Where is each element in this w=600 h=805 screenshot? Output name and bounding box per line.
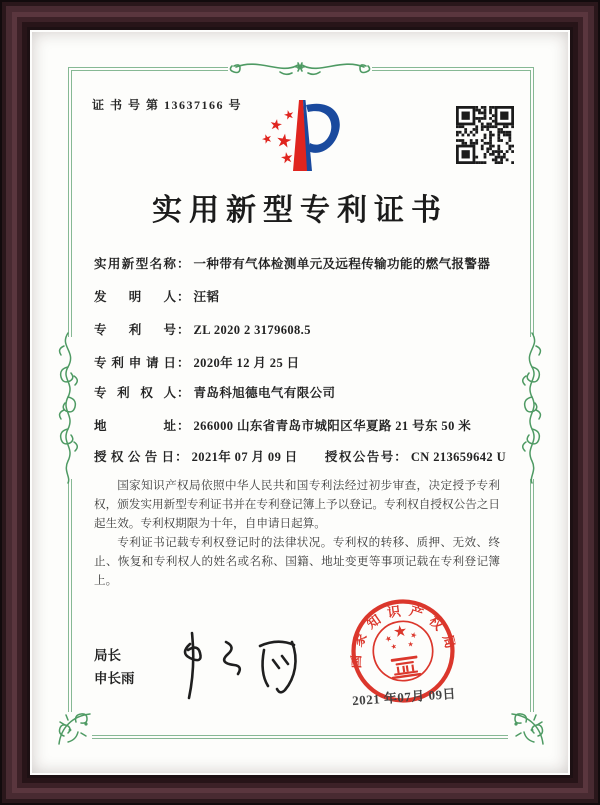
legal-paragraph-2: 专利证书记载专利权登记时的法律状况。专利权的转移、质押、无效、终止、恢复和专利权人的姓名或名称、国籍、地址变更等事项记载在专利登记簿上。 bbox=[94, 536, 500, 587]
commissioner-title: 局长 bbox=[94, 648, 121, 663]
field-label: 专利号 bbox=[94, 323, 176, 337]
grant-date-label: 授权公告日 bbox=[94, 450, 175, 464]
logo-p-bowl bbox=[306, 104, 340, 153]
bottom-right-corner-ornament bbox=[508, 710, 546, 748]
certificate-number: 证 书 号 第 13637166 号 bbox=[92, 98, 243, 112]
grant-date-value: 2021年 07 月 09 日 bbox=[191, 450, 298, 464]
field-row-patentee: 专利权人 ： 青岛科旭德电气有限公司 bbox=[94, 383, 506, 401]
grant-no-value: CN 213659642 U bbox=[410, 450, 506, 464]
commissioner-signature bbox=[160, 628, 320, 704]
field-value: 青岛科旭德电气有限公司 bbox=[193, 386, 336, 400]
field-row-filing-date: 专利申请日 ： 2020年 12 月 25 日 bbox=[94, 353, 506, 371]
field-row-grant: 授权公告日 ： 2021年 07 月 09 日 授权公告号 ： CN 213659642 U bbox=[94, 447, 506, 465]
logo-stars bbox=[261, 109, 295, 164]
top-flourish-ornament bbox=[228, 54, 372, 80]
field-value: 266000 山东省青岛市城阳区华夏路 21 号东 50 米 bbox=[193, 419, 472, 433]
legal-paragraph-1: 国家知识产权局依照中华人民共和国专利法经过初步审查，决定授予专利权，颁发实用新型专利证书并在专利登记簿上予以登记。专利权自授权公告之日起生效。专利权期限为十年，自申请日起算。 bbox=[94, 479, 500, 530]
commissioner-block bbox=[94, 644, 135, 690]
seal-ring-text: 国家知识产权局 bbox=[348, 602, 461, 669]
field-value: ZL 2020 2 3179608.5 bbox=[193, 323, 311, 337]
right-filigree-ornament bbox=[519, 331, 545, 485]
seal-date: 2021 年07月 09日 bbox=[351, 685, 457, 709]
field-value: 一种带有气体检测单元及远程传输功能的燃气报警器 bbox=[193, 257, 491, 271]
field-row-address: 地址 ： 266000 山东省青岛市城阳区华夏路 21 号东 50 米 bbox=[94, 416, 506, 434]
field-value: 2020年 12 月 25 日 bbox=[193, 356, 300, 370]
field-label: 实用新型名称 bbox=[94, 257, 176, 271]
field-label: 地址 bbox=[94, 419, 176, 433]
field-row-name: 实用新型名称 ： 一种带有气体检测单元及远程传输功能的燃气报警器 bbox=[94, 254, 506, 272]
qr-code bbox=[456, 106, 514, 164]
legal-text bbox=[94, 476, 500, 590]
field-label: 专利申请日 bbox=[94, 356, 176, 370]
left-filigree-ornament bbox=[55, 331, 81, 485]
grant-no-label: 授权公告号 bbox=[324, 450, 394, 464]
commissioner-name: 申长雨 bbox=[94, 671, 135, 686]
certificate-title: 实用新型专利证书 bbox=[152, 194, 448, 227]
cnipa-logo bbox=[256, 95, 344, 179]
seal-national-emblem bbox=[383, 623, 423, 680]
bottom-left-corner-ornament bbox=[56, 710, 94, 748]
field-value: 汪韬 bbox=[193, 290, 220, 304]
field-row-patent-no: 专利号 ： ZL 2020 2 3179608.5 bbox=[94, 320, 506, 338]
field-label: 发明人 bbox=[94, 290, 176, 304]
field-label: 专利权人 bbox=[94, 386, 176, 400]
certificate-sheet bbox=[32, 32, 568, 773]
field-row-inventor: 发明人 ： 汪韬 bbox=[94, 287, 506, 305]
